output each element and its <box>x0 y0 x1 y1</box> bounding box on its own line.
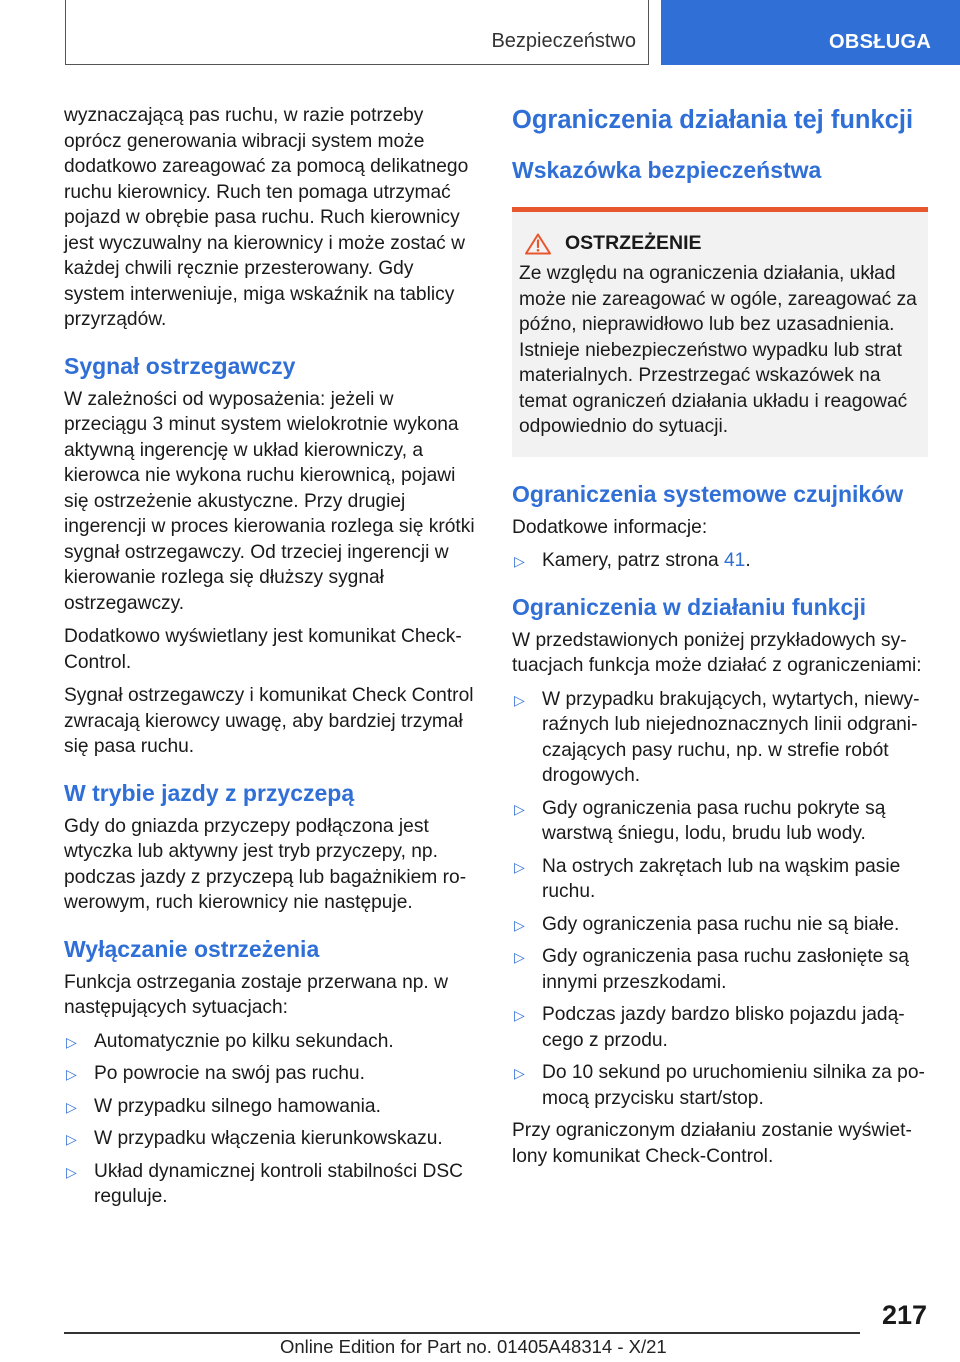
warning-box <box>512 207 928 457</box>
warning-text: Ze względu na ograniczenia działania, układ może nie zareagować w ogóle, zareagować za późno, nieprawidłowo lub bez uzasadnienia. Istnieje niebezpieczeństwo wypadku lub strat materialnych. Przestrzegać wskazówek na temat ograniczeń działania układu i reagować odpowiednio do sytuacji. <box>519 263 917 437</box>
list-item: ▷ Gdy ograniczenia pasa ruchu pokryte są warstwą śniegu, lodu, brudu lub wody. <box>514 797 886 844</box>
function-closing-paragraph: Przy ograniczonym działaniu zostanie wyświetlony komunikat Check-Control. <box>512 1120 912 1167</box>
page-number: 217 <box>881 1300 927 1330</box>
function-paragraph: W przedstawionych poniżej przykładowych sytuacjach funkcja może działać z ograniczeniami: <box>512 629 922 676</box>
heading-warning-signal: Sygnał ostrzegawczy <box>64 352 296 379</box>
sensor-list <box>512 548 928 574</box>
footer-edition: Online Edition for Part no. 01405A48314 - X/21 <box>280 1336 667 1357</box>
footer-divider <box>64 1332 860 1334</box>
heading-function-restrictions: Ograniczenia w działaniu funkcji <box>512 593 867 620</box>
left-column <box>64 103 478 1217</box>
bullet-triangle-icon: ▷ <box>66 1163 77 1180</box>
list-item: ▷ W przypadku włączenia kierunkowskazu. <box>64 1126 478 1152</box>
trailer-paragraph: Gdy do gniazda przyczepy podłączona jest wtyczka lub aktywny jest tryb przyczepy, np. podczas jazdy z przyczepą lub bagażnikiem rowerowym, ruch kierownicy nie następuje. <box>64 815 467 913</box>
chapter-tab-label: OBSŁUGA <box>829 31 932 53</box>
list-item: ▷ Kamery, patrz strona 41. <box>512 548 928 574</box>
signal-paragraph-1: W zależności od wyposażenia: jeżeli w przeciągu 3 minut system wielokrotnie wykona aktywną ingerencję w układ kierowniczy, a kierowca nie wykona ruchu kierownicą, pojawi się ostrzeżenie akustyczne. Przy drugiej ingerencji w proces kierowania rozlega się krótki sygnał ostrzegawczy. Od trzeciej ingerencji w kierowanie rozlega się dłuższy sygnał ostrzegawczy. <box>64 388 475 614</box>
warning-title-text: OSTRZEŻENIE <box>565 232 702 254</box>
bullet-triangle-icon: ▷ <box>514 916 525 933</box>
bullet-triangle-icon: ▷ <box>514 1065 525 1081</box>
list-item: ▷ Podczas jazdy bardzo blisko pojazdu jadącego z przodu. <box>514 1004 905 1051</box>
heading-function-limits: Ograniczenia działania tej funkcji <box>512 106 914 134</box>
heading-safety-note: Wskazówka bezpieczeństwa <box>512 157 822 183</box>
function-list <box>512 687 928 1112</box>
intro-paragraph: wyznaczającą pas ruchu, w razie potrzeby oprócz generowania wibracji system może dodatkowo zareagować za pomocą delikatnego ruchu kierownicy. Ruch ten pomaga utrzymać pojazd w obrębie pasa ruchu. Ruch kierownicy jest wyczuwalny na kierownicy i może zostać w każdej chwili ręcznie przesterowany. Gdy system interweniuje, miga wskaźnik na tablicy przyrządów. <box>64 105 469 330</box>
warning-title <box>519 232 920 255</box>
heading-trailer-mode: W trybie jazdy z przyczepą <box>64 779 355 806</box>
bullet-triangle-icon: ▷ <box>66 1066 77 1082</box>
heading-sensor-limits: Ograniczenia systemowe czujników <box>512 480 904 507</box>
list-item: ▷ Po powrocie na swój pas ruchu. <box>64 1061 478 1087</box>
list-item: ▷ W przypadku silnego hamowania. <box>64 1094 478 1120</box>
sensor-paragraph: Dodatkowe informacje: <box>512 516 708 538</box>
bullet-triangle-icon: ▷ <box>66 1131 77 1147</box>
bullet-triangle-icon: ▷ <box>514 800 525 817</box>
list-item: ▷ Automatycznie po kilku sekundach. <box>64 1029 478 1055</box>
signal-paragraph-3: Sygnał ostrzegawczy i komunikat Check Control zwracają kierowcy uwagę, aby bardziej trzymał się pasa ruchu. <box>64 685 474 757</box>
bullet-triangle-icon: ▷ <box>514 691 525 708</box>
chapter-tab[interactable] <box>661 0 960 65</box>
list-item: ▷ Gdy ograniczenia pasa ruchu zasłonięte są innymi przeszkodami. <box>514 946 909 993</box>
bullet-triangle-icon: ▷ <box>514 858 525 875</box>
warning-off-list <box>64 1029 478 1210</box>
bullet-triangle-icon: ▷ <box>66 1033 77 1050</box>
bullet-triangle-icon: ▷ <box>514 1007 525 1023</box>
warning-triangle-icon <box>525 233 551 255</box>
list-item: ▷ Gdy ograniczenia pasa ruchu nie są białe. <box>512 912 928 938</box>
header-section-box <box>65 0 649 65</box>
heading-warning-off: Wyłączanie ostrzeżenia <box>64 935 320 962</box>
list-item: ▷ Na ostrych zakrętach lub na wąskim pasie ruchu. <box>514 855 901 902</box>
signal-paragraph-2: Dodatkowo wyświetlany jest komunikat Check-Control. <box>64 626 462 673</box>
right-column <box>512 103 928 1177</box>
list-item: ▷ Układ dynamicznej kontroli stabilności DSC reguluje. <box>66 1160 463 1207</box>
section-title: Bezpieczeństwo <box>491 30 636 52</box>
bullet-triangle-icon: ▷ <box>514 553 525 569</box>
warning-off-paragraph: Funkcja ostrzegania zostaje przerwana np. w następujących sytuacjach: <box>64 971 448 1018</box>
list-item: ▷ Do 10 sekund po uruchomieniu silnika za pomocą przycisku start/stop. <box>514 1062 925 1109</box>
bullet-triangle-icon: ▷ <box>514 949 525 965</box>
page-link-41[interactable]: 41 <box>724 550 746 571</box>
list-item: ▷ W przypadku brakujących, wytartych, niewyraźnych lub niejednoznacznych linii odgraniczających pasy ruchu, np. w strefie robót drogowych. <box>514 688 920 786</box>
bullet-triangle-icon: ▷ <box>66 1098 77 1115</box>
